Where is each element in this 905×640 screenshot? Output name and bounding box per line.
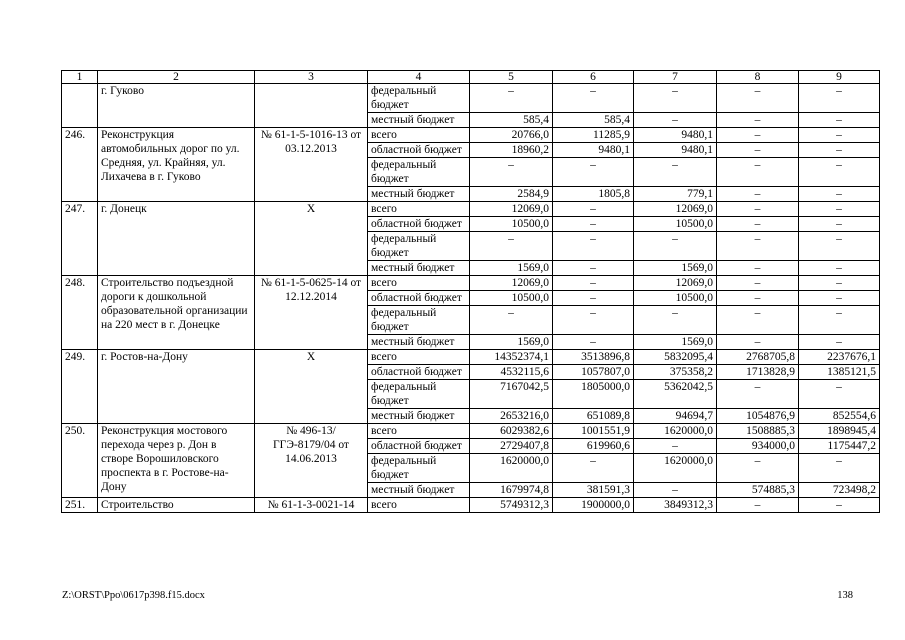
item-number: 250. bbox=[62, 424, 98, 498]
budget-table bbox=[61, 70, 880, 513]
funding-source: федеральный бюджет bbox=[368, 84, 470, 113]
amount-cell: – bbox=[717, 498, 799, 513]
amount-cell: 723498,2 bbox=[799, 483, 880, 498]
document-number: № 61-1-5-0625-14 от 12.12.2014 bbox=[255, 276, 368, 350]
amount-cell: – bbox=[553, 261, 634, 276]
amount-cell: 11285,9 bbox=[553, 128, 634, 143]
object-name: г. Донецк bbox=[98, 202, 255, 276]
amount-cell: 9480,1 bbox=[634, 143, 717, 158]
amount-cell: 1569,0 bbox=[634, 261, 717, 276]
amount-cell: – bbox=[799, 143, 880, 158]
amount-cell: 1900000,0 bbox=[553, 498, 634, 513]
amount-cell: 1620000,0 bbox=[634, 454, 717, 483]
amount-cell: 9480,1 bbox=[634, 128, 717, 143]
funding-source: всего bbox=[368, 276, 470, 291]
amount-cell: – bbox=[553, 202, 634, 217]
amount-cell: 1898945,4 bbox=[799, 424, 880, 439]
object-name: Реконструкция автомобильных дорог по ул. Средняя, ул. Крайняя, ул. Лихачева в г. Гуково bbox=[98, 128, 255, 202]
object-name: г. Гуково bbox=[98, 84, 255, 128]
header-cell: 8 bbox=[717, 71, 799, 84]
amount-cell: – bbox=[717, 454, 799, 483]
amount-cell: – bbox=[799, 187, 880, 202]
amount-cell: – bbox=[717, 202, 799, 217]
amount-cell: – bbox=[799, 306, 880, 335]
amount-cell: – bbox=[717, 187, 799, 202]
table-row bbox=[62, 202, 880, 217]
funding-source: областной бюджет bbox=[368, 439, 470, 454]
amount-cell: 4532115,6 bbox=[470, 365, 553, 380]
object-name: г. Ростов-на-Дону bbox=[98, 350, 255, 424]
amount-cell: – bbox=[553, 335, 634, 350]
amount-cell: – bbox=[717, 143, 799, 158]
amount-cell: 619960,6 bbox=[553, 439, 634, 454]
amount-cell: 1057807,0 bbox=[553, 365, 634, 380]
amount-cell: – bbox=[799, 291, 880, 306]
amount-cell: – bbox=[634, 158, 717, 187]
amount-cell: – bbox=[634, 439, 717, 454]
amount-cell: 12069,0 bbox=[470, 202, 553, 217]
document-number: № 61-1-3-0021-14 bbox=[255, 498, 368, 513]
amount-cell: 10500,0 bbox=[470, 291, 553, 306]
header-cell: 2 bbox=[98, 71, 255, 84]
amount-cell: 1620000,0 bbox=[470, 454, 553, 483]
funding-source: местный бюджет bbox=[368, 409, 470, 424]
amount-cell: – bbox=[553, 306, 634, 335]
amount-cell: – bbox=[553, 454, 634, 483]
funding-source: всего bbox=[368, 498, 470, 513]
header-cell: 3 bbox=[255, 71, 368, 84]
amount-cell: – bbox=[717, 84, 799, 113]
amount-cell: 585,4 bbox=[470, 113, 553, 128]
document-number: Х bbox=[255, 350, 368, 424]
funding-source: федеральный бюджет bbox=[368, 158, 470, 187]
header-cell: 9 bbox=[799, 71, 880, 84]
funding-source: местный бюджет bbox=[368, 483, 470, 498]
amount-cell: 6029382,6 bbox=[470, 424, 553, 439]
document-number: Х bbox=[255, 202, 368, 276]
amount-cell: 1679974,8 bbox=[470, 483, 553, 498]
header-cell: 4 bbox=[368, 71, 470, 84]
amount-cell: – bbox=[717, 128, 799, 143]
page-number: 138 bbox=[837, 590, 853, 601]
amount-cell: 1569,0 bbox=[634, 335, 717, 350]
funding-source: областной бюджет bbox=[368, 143, 470, 158]
amount-cell: – bbox=[799, 113, 880, 128]
funding-source: федеральный бюджет bbox=[368, 232, 470, 261]
amount-cell: – bbox=[799, 261, 880, 276]
amount-cell: – bbox=[799, 84, 880, 113]
amount-cell: – bbox=[553, 158, 634, 187]
amount-cell: – bbox=[553, 217, 634, 232]
funding-source: областной бюджет bbox=[368, 291, 470, 306]
amount-cell: 2584,9 bbox=[470, 187, 553, 202]
amount-cell: – bbox=[717, 306, 799, 335]
amount-cell: 934000,0 bbox=[717, 439, 799, 454]
object-name: Строительство подъездной дороги к дошкольной образовательной организации на 220 мест в г. Донецке bbox=[98, 276, 255, 350]
item-number: 249. bbox=[62, 350, 98, 424]
funding-source: всего bbox=[368, 202, 470, 217]
amount-cell: – bbox=[799, 217, 880, 232]
table-row bbox=[62, 276, 880, 291]
amount-cell: – bbox=[717, 380, 799, 409]
header-cell: 7 bbox=[634, 71, 717, 84]
amount-cell: 1175447,2 bbox=[799, 439, 880, 454]
amount-cell: 3849312,3 bbox=[634, 498, 717, 513]
document-number: № 496-13/ГГЭ-8179/04 от 14.06.2013 bbox=[255, 424, 368, 498]
funding-source: всего bbox=[368, 128, 470, 143]
funding-source: областной бюджет bbox=[368, 365, 470, 380]
item-number: 247. bbox=[62, 202, 98, 276]
amount-cell: – bbox=[553, 276, 634, 291]
amount-cell: 18960,2 bbox=[470, 143, 553, 158]
amount-cell: – bbox=[553, 291, 634, 306]
item-number: 251. bbox=[62, 498, 98, 513]
file-path: Z:\ORST\Ppo\0617p398.f15.docx bbox=[62, 590, 205, 601]
amount-cell: – bbox=[799, 128, 880, 143]
funding-source: местный бюджет bbox=[368, 187, 470, 202]
funding-source: федеральный бюджет bbox=[368, 454, 470, 483]
amount-cell: 9480,1 bbox=[553, 143, 634, 158]
funding-source: федеральный бюджет bbox=[368, 306, 470, 335]
funding-source: всего bbox=[368, 350, 470, 365]
funding-source: местный бюджет bbox=[368, 113, 470, 128]
amount-cell: – bbox=[799, 498, 880, 513]
amount-cell: – bbox=[470, 158, 553, 187]
amount-cell: 10500,0 bbox=[634, 217, 717, 232]
amount-cell: 2729407,8 bbox=[470, 439, 553, 454]
object-name: Строительство bbox=[98, 498, 255, 513]
amount-cell: 1569,0 bbox=[470, 335, 553, 350]
document-number bbox=[255, 84, 368, 128]
amount-cell: – bbox=[470, 306, 553, 335]
amount-cell: 779,1 bbox=[634, 187, 717, 202]
amount-cell: – bbox=[799, 232, 880, 261]
amount-cell: 1805000,0 bbox=[553, 380, 634, 409]
funding-source: федеральный бюджет bbox=[368, 380, 470, 409]
amount-cell: 5832095,4 bbox=[634, 350, 717, 365]
amount-cell: – bbox=[799, 454, 880, 483]
document-number: № 61-1-5-1016-13 от 03.12.2013 bbox=[255, 128, 368, 202]
amount-cell: 651089,8 bbox=[553, 409, 634, 424]
amount-cell: – bbox=[634, 232, 717, 261]
header-row bbox=[62, 71, 880, 84]
amount-cell: – bbox=[799, 158, 880, 187]
item-number: 248. bbox=[62, 276, 98, 350]
amount-cell: 2653216,0 bbox=[470, 409, 553, 424]
amount-cell: 5749312,3 bbox=[470, 498, 553, 513]
amount-cell: 1805,8 bbox=[553, 187, 634, 202]
amount-cell: – bbox=[634, 306, 717, 335]
amount-cell: – bbox=[634, 483, 717, 498]
amount-cell: – bbox=[634, 113, 717, 128]
amount-cell: 3513896,8 bbox=[553, 350, 634, 365]
amount-cell: – bbox=[717, 158, 799, 187]
amount-cell: – bbox=[799, 380, 880, 409]
amount-cell: – bbox=[634, 84, 717, 113]
header-cell: 1 bbox=[62, 71, 98, 84]
amount-cell: 12069,0 bbox=[634, 202, 717, 217]
amount-cell: 852554,6 bbox=[799, 409, 880, 424]
amount-cell: 14352374,1 bbox=[470, 350, 553, 365]
amount-cell: 1508885,3 bbox=[717, 424, 799, 439]
funding-source: областной бюджет bbox=[368, 217, 470, 232]
amount-cell: 2237676,1 bbox=[799, 350, 880, 365]
table-row bbox=[62, 128, 880, 143]
amount-cell: 7167042,5 bbox=[470, 380, 553, 409]
table-row bbox=[62, 350, 880, 365]
amount-cell: – bbox=[799, 276, 880, 291]
amount-cell: – bbox=[717, 217, 799, 232]
amount-cell: 2768705,8 bbox=[717, 350, 799, 365]
funding-source: местный бюджет bbox=[368, 261, 470, 276]
amount-cell: – bbox=[553, 84, 634, 113]
amount-cell: 5362042,5 bbox=[634, 380, 717, 409]
amount-cell: 375358,2 bbox=[634, 365, 717, 380]
item-number bbox=[62, 84, 98, 128]
amount-cell: 1569,0 bbox=[470, 261, 553, 276]
amount-cell: 381591,3 bbox=[553, 483, 634, 498]
amount-cell: – bbox=[799, 202, 880, 217]
amount-cell: – bbox=[717, 291, 799, 306]
amount-cell: 1054876,9 bbox=[717, 409, 799, 424]
amount-cell: 20766,0 bbox=[470, 128, 553, 143]
amount-cell: – bbox=[717, 232, 799, 261]
amount-cell: – bbox=[717, 276, 799, 291]
header-cell: 5 bbox=[470, 71, 553, 84]
amount-cell: 12069,0 bbox=[470, 276, 553, 291]
object-name: Реконструкция мостового перехода через р. Дон в створе Ворошиловского проспекта в г. Ростове-на-Дону bbox=[98, 424, 255, 498]
amount-cell: 1713828,9 bbox=[717, 365, 799, 380]
amount-cell: – bbox=[717, 113, 799, 128]
amount-cell: 585,4 bbox=[553, 113, 634, 128]
amount-cell: 94694,7 bbox=[634, 409, 717, 424]
amount-cell: 574885,3 bbox=[717, 483, 799, 498]
amount-cell: – bbox=[799, 335, 880, 350]
funding-source: всего bbox=[368, 424, 470, 439]
funding-source: местный бюджет bbox=[368, 335, 470, 350]
amount-cell: 1385121,5 bbox=[799, 365, 880, 380]
amount-cell: 10500,0 bbox=[634, 291, 717, 306]
table-row bbox=[62, 498, 880, 513]
amount-cell: 12069,0 bbox=[634, 276, 717, 291]
amount-cell: – bbox=[717, 335, 799, 350]
amount-cell: 1620000,0 bbox=[634, 424, 717, 439]
amount-cell: – bbox=[553, 232, 634, 261]
amount-cell: – bbox=[470, 84, 553, 113]
table-row bbox=[62, 424, 880, 439]
header-cell: 6 bbox=[553, 71, 634, 84]
amount-cell: – bbox=[717, 261, 799, 276]
amount-cell: 10500,0 bbox=[470, 217, 553, 232]
item-number: 246. bbox=[62, 128, 98, 202]
amount-cell: 1001551,9 bbox=[553, 424, 634, 439]
amount-cell: – bbox=[470, 232, 553, 261]
table-row bbox=[62, 84, 880, 113]
